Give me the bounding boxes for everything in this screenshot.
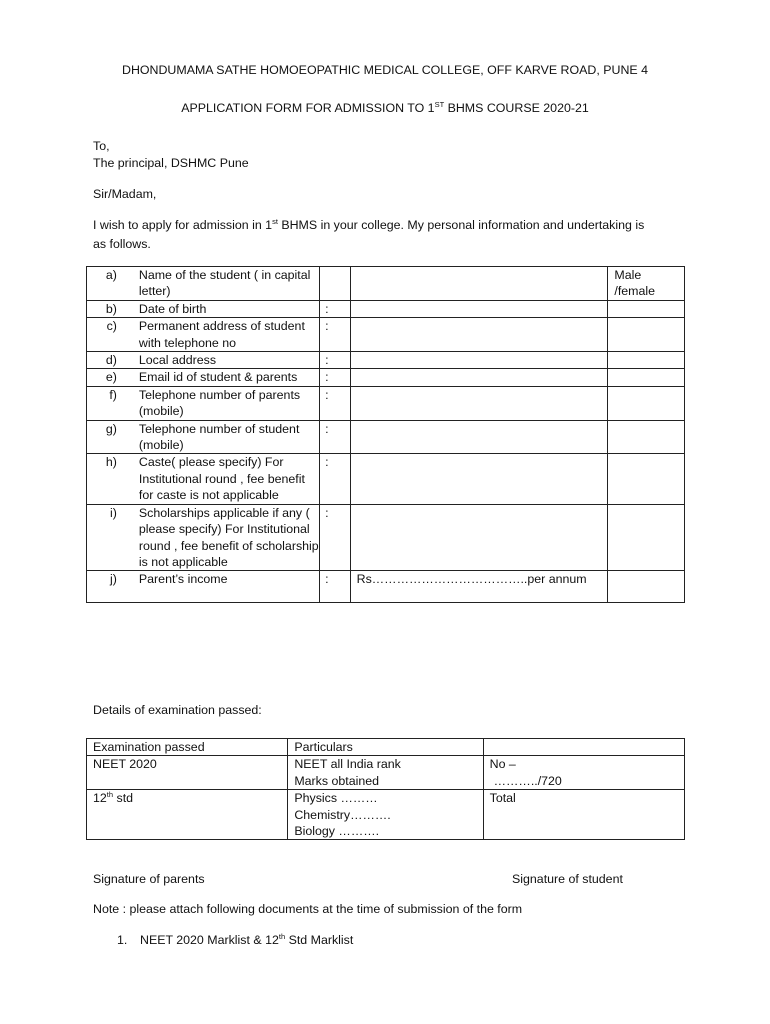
scholarship-field[interactable] bbox=[350, 504, 608, 571]
row-colon: : bbox=[320, 571, 351, 603]
empty-cell bbox=[608, 318, 685, 352]
std-particulars[interactable] bbox=[288, 790, 483, 840]
caste-field[interactable] bbox=[350, 454, 608, 504]
row-label: Parent’s income bbox=[123, 571, 320, 603]
dob-field[interactable] bbox=[350, 300, 608, 317]
item1-post: Std Marklist bbox=[285, 933, 354, 947]
table-row bbox=[87, 386, 685, 420]
neet-rank-label: NEET all India rank bbox=[294, 757, 401, 772]
physics-label: Physics ……… bbox=[294, 791, 378, 806]
empty-cell bbox=[608, 571, 685, 603]
table-row bbox=[87, 267, 685, 301]
row-letter: g) bbox=[87, 420, 123, 454]
exam-table bbox=[86, 738, 685, 840]
row-letter: e) bbox=[87, 369, 123, 386]
college-name: DHONDUMAMA SATHE HOMOEOPATHIC MEDICAL COLLEGE, OFF KARVE ROAD, PUNE 4 bbox=[122, 63, 648, 77]
table-row bbox=[87, 369, 685, 386]
empty-cell bbox=[608, 386, 685, 420]
letter-salutation: Sir/Madam, bbox=[93, 187, 157, 201]
empty-cell bbox=[608, 300, 685, 317]
std-post: std bbox=[113, 791, 134, 806]
note-text: Note : please attach following documents at the time of submission of the form bbox=[93, 902, 523, 916]
row-letter: b) bbox=[87, 300, 123, 317]
student-phone-field[interactable] bbox=[350, 420, 608, 454]
row-label: Name of the student ( in capital letter) bbox=[123, 267, 320, 301]
row-colon: : bbox=[320, 386, 351, 420]
signature-parents: Signature of parents bbox=[93, 872, 205, 886]
row-letter: d) bbox=[87, 352, 123, 369]
total-label[interactable]: Total bbox=[483, 790, 684, 840]
std-exam bbox=[87, 790, 288, 840]
row-letter: a) bbox=[87, 267, 123, 301]
row-colon: : bbox=[320, 369, 351, 386]
neet-values[interactable] bbox=[483, 756, 684, 790]
item1-sup: th bbox=[278, 932, 286, 941]
form-title-post: BHMS COURSE 2020-21 bbox=[444, 101, 589, 115]
item1-pre: NEET 2020 Marklist & 12 bbox=[140, 933, 279, 947]
letter-to: To, bbox=[93, 139, 110, 153]
std-sup: th bbox=[106, 790, 114, 800]
row-label: Date of birth bbox=[123, 300, 320, 317]
gender-label: Male /female bbox=[608, 267, 685, 301]
empty-cell bbox=[608, 420, 685, 454]
empty-cell bbox=[608, 454, 685, 504]
form-title-sup: ST bbox=[434, 100, 445, 109]
empty-cell bbox=[608, 504, 685, 571]
table-row bbox=[87, 504, 685, 571]
row-colon: : bbox=[320, 318, 351, 352]
note-item-number: 1. bbox=[117, 933, 128, 947]
row-letter: c) bbox=[87, 318, 123, 352]
table-row bbox=[87, 756, 685, 790]
row-label: Scholarships applicable if any ( please specify) For Institutional round , fee benefit of scholarship is not applicable bbox=[123, 504, 320, 571]
table-row bbox=[87, 352, 685, 369]
permanent-address-field[interactable] bbox=[350, 318, 608, 352]
row-colon: : bbox=[320, 352, 351, 369]
empty-cell bbox=[608, 352, 685, 369]
table-row bbox=[87, 790, 685, 840]
exam-heading: Details of examination passed: bbox=[93, 703, 262, 717]
table-row bbox=[87, 300, 685, 317]
neet-exam: NEET 2020 bbox=[87, 756, 288, 790]
table-row bbox=[87, 420, 685, 454]
table-row bbox=[87, 571, 685, 603]
row-letter: j) bbox=[87, 571, 123, 603]
income-field[interactable]: Rs………………………………..per annum bbox=[350, 571, 608, 603]
chemistry-label: Chemistry………. bbox=[294, 807, 391, 822]
row-letter: f) bbox=[87, 386, 123, 420]
row-label: Local address bbox=[123, 352, 320, 369]
row-letter: h) bbox=[87, 454, 123, 504]
neet-marks-label: Marks obtained bbox=[294, 773, 380, 788]
std-pre: 12 bbox=[93, 791, 107, 806]
row-label: Caste( please specify) For Institutional round , fee benefit for caste is not applicable bbox=[123, 454, 320, 504]
local-address-field[interactable] bbox=[350, 352, 608, 369]
intro-sup: st bbox=[272, 217, 278, 226]
neet-particulars bbox=[288, 756, 483, 790]
form-title bbox=[0, 101, 770, 115]
row-label: Email id of student & parents bbox=[123, 369, 320, 386]
table-row bbox=[87, 318, 685, 352]
row-label: Permanent address of student with telephone no bbox=[123, 318, 320, 352]
personal-info-table bbox=[86, 266, 685, 603]
row-colon: : bbox=[320, 454, 351, 504]
row-colon bbox=[320, 267, 351, 301]
note-item-1 bbox=[140, 933, 353, 947]
row-label: Telephone number of parents (mobile) bbox=[123, 386, 320, 420]
neet-rank-value: No – bbox=[489, 757, 516, 772]
header-empty bbox=[483, 739, 684, 756]
intro-pre: I wish to apply for admission in 1 bbox=[93, 218, 273, 232]
email-field[interactable] bbox=[350, 369, 608, 386]
signature-student: Signature of student bbox=[512, 872, 623, 886]
empty-cell bbox=[608, 369, 685, 386]
neet-marks-value: ………../720 bbox=[493, 773, 562, 788]
row-colon: : bbox=[320, 300, 351, 317]
letter-intro bbox=[93, 218, 644, 232]
row-colon: : bbox=[320, 420, 351, 454]
table-row bbox=[87, 739, 685, 756]
row-label: Telephone number of student (mobile) bbox=[123, 420, 320, 454]
row-letter: i) bbox=[87, 504, 123, 571]
intro-post: BHMS in your college. My personal information and undertaking is bbox=[277, 218, 645, 232]
parents-phone-field[interactable] bbox=[350, 386, 608, 420]
header-exam-passed: Examination passed bbox=[87, 739, 288, 756]
biology-label: Biology ………. bbox=[294, 824, 380, 839]
name-field[interactable] bbox=[350, 267, 608, 301]
letter-recipient: The principal, DSHMC Pune bbox=[93, 156, 249, 170]
table-row bbox=[87, 454, 685, 504]
letter-intro-line2: as follows. bbox=[93, 237, 151, 251]
header-particulars: Particulars bbox=[288, 739, 483, 756]
row-colon: : bbox=[320, 504, 351, 571]
form-title-pre: APPLICATION FORM FOR ADMISSION TO 1 bbox=[181, 101, 435, 115]
